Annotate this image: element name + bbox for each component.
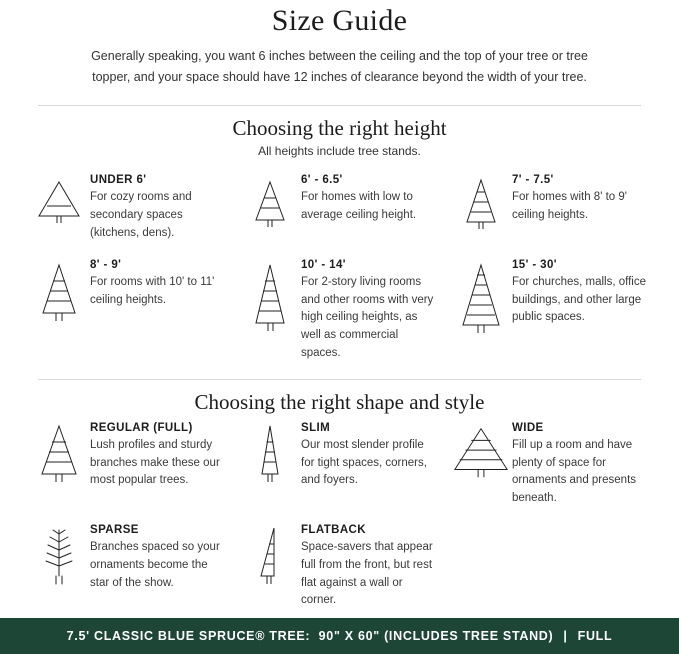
shape-option-label: FLATBACK (301, 524, 366, 536)
height-option-text (90, 174, 229, 242)
shape-option-text (301, 524, 440, 610)
height-option-label: 6' - 6.5' (301, 174, 343, 187)
shape-option-label: SPARSE (90, 524, 139, 536)
height-option-desc: For cozy rooms and secondary spaces (kitchens, dens). (90, 191, 192, 239)
tree-icon-sparse (28, 524, 90, 590)
height-option-label: 10' - 14' (301, 258, 346, 271)
divider-middle (38, 379, 641, 380)
tree-icon-wide (450, 422, 512, 484)
height-option-text (301, 259, 440, 363)
shape-option-text (90, 422, 229, 490)
shape-option-label: SLIM (301, 421, 331, 434)
height-option-desc: For homes with 8' to 9' ceiling heights. (512, 191, 627, 222)
intro-text: Generally speaking, you want 6 inches between the ceiling and the top of your tree or tree topper, and your space should have 12 inches of clearance beyond the width of your tree. (91, 49, 588, 84)
product-footer-bar (0, 618, 679, 654)
height-option (28, 255, 229, 371)
shape-option (28, 418, 229, 516)
height-option (450, 170, 651, 250)
shape-option-desc: Our most slender profile for tight spaces, corners, and foyers. (301, 438, 427, 487)
tree-icon-slim (239, 422, 301, 488)
height-option-desc: For churches, malls, office buildings, and other large public spaces. (512, 275, 647, 324)
shape-option-label: WIDE (512, 421, 544, 434)
shape-option-text (301, 422, 440, 490)
height-option (239, 255, 440, 371)
height-option-text (90, 259, 229, 310)
tree-icon-regular (28, 422, 90, 488)
shape-section-title: Choosing the right shape and style (194, 389, 485, 414)
tree-icon-flatback (239, 524, 301, 590)
tree-icon-4tier (28, 259, 90, 327)
height-option-text (301, 174, 440, 225)
height-option-text (512, 259, 651, 327)
shape-option-text (90, 524, 229, 592)
page-title: Size Guide (271, 4, 408, 37)
tree-icon-5tier (239, 259, 301, 337)
footer-separator: | (563, 629, 568, 644)
height-option-label: UNDER 6' (90, 174, 147, 187)
height-option (450, 255, 651, 371)
height-option (239, 170, 440, 250)
shape-option (450, 418, 651, 516)
tree-icon-3tier (450, 174, 512, 236)
height-option-label: 7' - 7.5' (512, 174, 554, 187)
height-section-title: Choosing the right height (232, 116, 447, 141)
tree-icon-2tier (239, 174, 301, 232)
height-option-desc: For homes with low to average ceiling height. (301, 191, 417, 222)
shape-option-label: REGULAR (FULL) (90, 421, 193, 434)
height-option-desc: For 2-story living rooms and other rooms with very high ceiling heights, as well as commercial spaces. (301, 275, 434, 359)
shape-option-text (512, 422, 651, 508)
tree-icon-6tier (450, 259, 512, 341)
height-option (28, 170, 229, 250)
divider-top (38, 105, 641, 106)
height-option-label: 15' - 30' (512, 258, 557, 271)
shape-option (239, 520, 440, 618)
shape-option (28, 520, 229, 618)
shape-option-desc: Lush profiles and sturdy branches make these our most popular trees. (90, 438, 220, 487)
shape-option-empty (450, 520, 651, 618)
height-section-subtitle: All heights include tree stands. (258, 144, 421, 159)
tree-icon-small (28, 174, 90, 228)
height-options-grid (28, 170, 651, 371)
shape-option-desc: Fill up a room and have plenty of space for ornaments and presents beneath. (512, 438, 637, 505)
shape-option-desc: Branches spaced so your ornaments become the star of the show. (90, 541, 220, 589)
shape-options-grid (28, 418, 651, 619)
shape-option (239, 418, 440, 516)
height-option-text (512, 174, 651, 225)
footer-dimensions: 90" X 60" (INCLUDES TREE STAND) (318, 629, 554, 644)
shape-option-desc: Space-savers that appear full from the front, but rest flat against a wall or corner. (301, 541, 433, 607)
height-option-desc: For rooms with 10' to 11' ceiling heights. (90, 275, 215, 306)
footer-style: FULL (577, 629, 613, 644)
footer-product: 7.5' CLASSIC BLUE SPRUCE® TREE: (66, 629, 311, 644)
height-option-label: 8' - 9' (90, 258, 122, 271)
